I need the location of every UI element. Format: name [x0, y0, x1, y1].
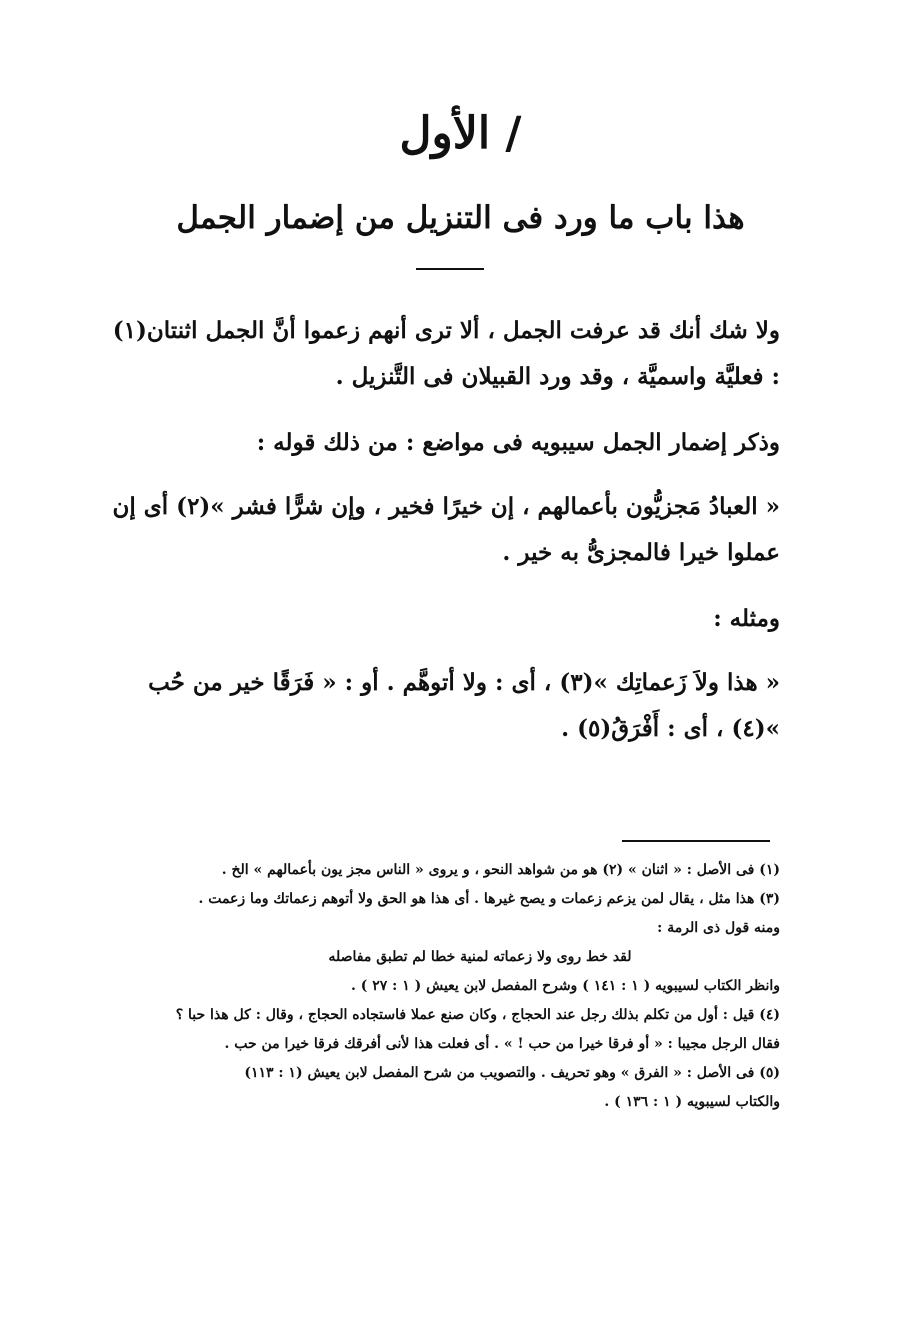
footnotes: [100, 856, 780, 1117]
heading-divider: [416, 268, 484, 270]
footnote-verse: لقد خط روى ولا زعماته لمنية خطا لم تطبق مفاصله: [328, 949, 632, 965]
footnote-line: (١) فى الأصل : « اثنان » (٢) هو من شواهد النحو ، و يروى « الناس مجز يون بأعمالهم » الخ .: [221, 862, 780, 878]
footnote-line: (٣) هذا مثل ، يقال لمن يزعم زعمات و يصح غيرها . أى هذا هو الحق ولا أتوهم زعماتك وما زعمت .: [198, 891, 780, 907]
footnote-line: وانظر الكتاب لسيبويه ( ١ : ١٤١ ) وشرح المفصل لابن يعيش ( ١ : ٢٧ ) .: [350, 978, 780, 994]
paragraph-2: وذكر إضمار الجمل سيبويه فى مواضع : من ذلك قوله :: [256, 429, 780, 456]
chapter-title: الأول /: [399, 108, 522, 159]
paragraph-4: ومثله :: [713, 605, 780, 632]
footnote-line: ومنه قول ذى الرمة :: [657, 920, 780, 936]
section-heading: هذا باب ما ورد فى التنزيل من إضمار الجمل: [176, 200, 745, 236]
footnote-line: (٤) قيل : أول من تكلم بذلك رجل عند الحجاج ، وكان صنع عملا فاستجاده الحجاج ، وقال : كل هذا حبا ؟: [175, 1007, 780, 1023]
footnote-line: والكتاب لسيبويه ( ١ : ١٣٦ ) .: [604, 1094, 780, 1110]
paragraph-5: « هذا ولاَ زَعماتِك »(٣) ، أى : ولا أتوهَّم . أو : « فَرَقًا خير من حُب »(٤) ، أى : أَفْرَقُ(٥) .: [148, 669, 780, 742]
footnote-divider: [622, 840, 770, 842]
footnote-line: فقال الرجل مجيبا : « أو فرقا خيرا من حب ! » . أى فعلت هذا لأنى أفرقك فرقا خيرا من حب .: [224, 1036, 780, 1052]
main-text: [100, 308, 780, 772]
paragraph-1: ولا شك أنك قد عرفت الجمل ، ألا ترى أنهم زعموا أنَّ الجمل اثنتان(١) : فعليَّة واسميَّة ، وقد ورد القبيلان فى التَّنزيل .: [112, 317, 780, 390]
paragraph-3: « العبادُ مَجزيُّون بأعمالهم ، إن خيرًا فخير ، وإن شرًّا فشر »(٢) أى إن عملوا خيرا فالمجزىُّ به خير .: [112, 493, 780, 566]
footnote-line: (٥) فى الأصل : « الفرق » وهو تحريف . والتصويب من شرح المفصل لابن يعيش (١ : ١١٣): [244, 1065, 780, 1081]
